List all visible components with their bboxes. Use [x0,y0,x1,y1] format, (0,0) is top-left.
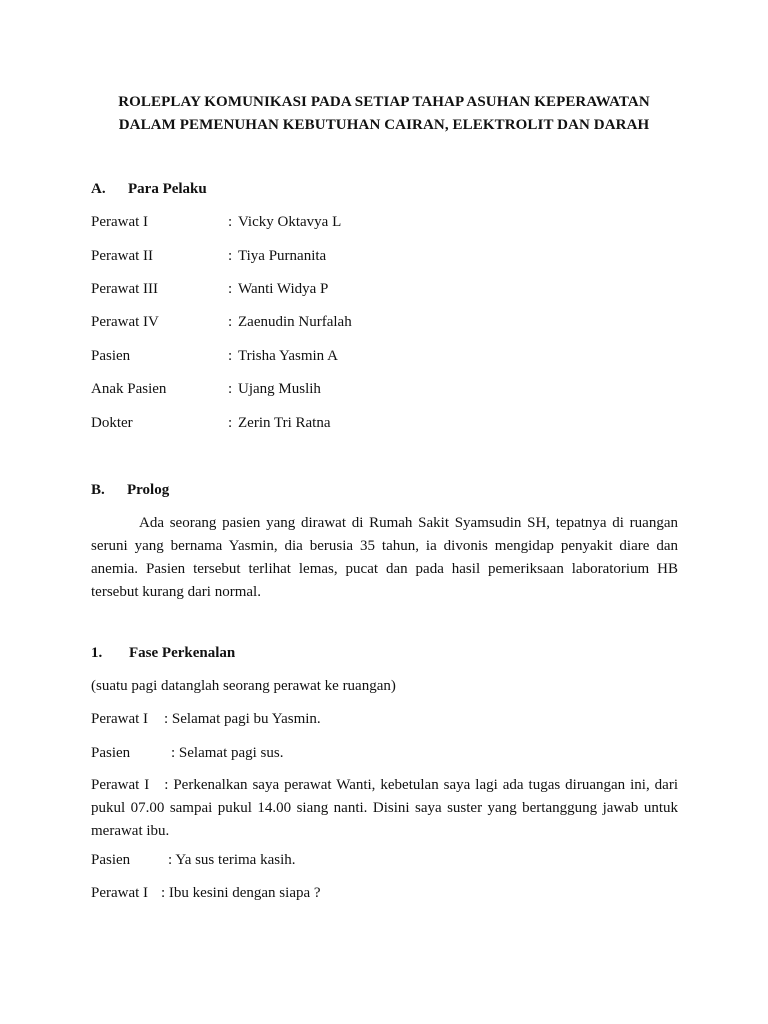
roster-row [91,346,338,366]
section-number: 1. [91,645,103,661]
title-line-1: ROLEPLAY KOMUNIKASI PADA SETIAP TAHAP ASUHAN KEPERAWATAN [118,94,650,110]
section-title: Para Pelaku [128,181,207,197]
dialogue-text: : Selamat pagi bu Yasmin. [164,711,321,727]
section-number: A. [91,181,106,197]
dialogue-line [91,743,284,763]
dialogue-line [91,850,296,870]
roster-role: Pasien [91,348,131,364]
section-number: B. [91,482,105,498]
roster-row [91,413,331,433]
section-1-heading [91,643,235,663]
roster-name: Zerin Tri Ratna [238,415,331,431]
roster-name: Trisha Yasmin A [238,348,338,364]
roster-name: Vicky Oktavya L [238,214,342,230]
roster-row [91,246,326,266]
dialogue-speaker: Perawat I [91,777,150,793]
roster-colon: : [228,248,233,264]
section-a-heading [91,179,207,199]
document-title [80,91,688,137]
prolog-paragraph: Ada seorang pasien yang dirawat di Rumah Sakit Syamsudin SH, tepatnya di ruangan seruni yang bernama Yasmin, dia berusia 35 tahun, ia divonis mengidap penyakit diare dan anemia. Pasien tersebut terlihat lemas, pucat dan pada hasil pemeriksaan laboratorium HB tersebut kurang dari normal. [91,515,678,600]
roster-colon: : [228,348,233,364]
section-title: Fase Perkenalan [129,645,236,661]
dialogue-text: : Selamat pagi sus. [171,745,284,761]
roster-colon: : [228,281,233,297]
roster-colon: : [228,381,233,397]
roster-row [91,212,341,232]
roster-row [91,312,352,332]
dialogue-line [91,709,321,729]
dialogue-line [91,883,321,903]
section-title: Prolog [127,482,170,498]
dialogue-text: : Perkenalkan saya perawat Wanti, kebetulan saya lagi ada tugas diruangan ini, dari pukul 07.00 sampai pukul 14.00 siang nanti. Disini saya suster yang bertanggung jawab untuk merawat ibu. [91,777,679,839]
section-b-heading [91,480,169,500]
roster-row [91,379,321,399]
dialogue-line [91,774,678,843]
dialogue-speaker: Perawat I [91,885,149,901]
dialogue-speaker: Pasien [91,745,131,761]
roster-role: Perawat IV [91,314,159,330]
roster-name: Zaenudin Nurfalah [238,314,352,330]
roster-role: Anak Pasien [91,381,167,397]
stage-note: (suatu pagi datanglah seorang perawat ke ruangan) [91,678,396,694]
roster-role: Perawat II [91,248,154,264]
roster-colon: : [228,214,233,230]
roster-colon: : [228,314,233,330]
dialogue-speaker: Pasien [91,852,131,868]
dialogue-text: : Ibu kesini dengan siapa ? [161,885,321,901]
roster-role: Dokter [91,415,133,431]
roster-colon: : [228,415,233,431]
dialogue-text: : Ya sus terima kasih. [168,852,296,868]
roster-role: Perawat I [91,214,149,230]
roster-row [91,279,328,299]
roster-role: Perawat III [91,281,159,297]
title-line-2: DALAM PEMENUHAN KEBUTUHAN CAIRAN, ELEKTROLIT DAN DARAH [118,117,650,133]
dialogue-speaker: Perawat I [91,711,149,727]
roster-name: Tiya Purnanita [238,248,327,264]
roster-name: Wanti Widya P [238,281,329,297]
roster-name: Ujang Muslih [238,381,321,397]
